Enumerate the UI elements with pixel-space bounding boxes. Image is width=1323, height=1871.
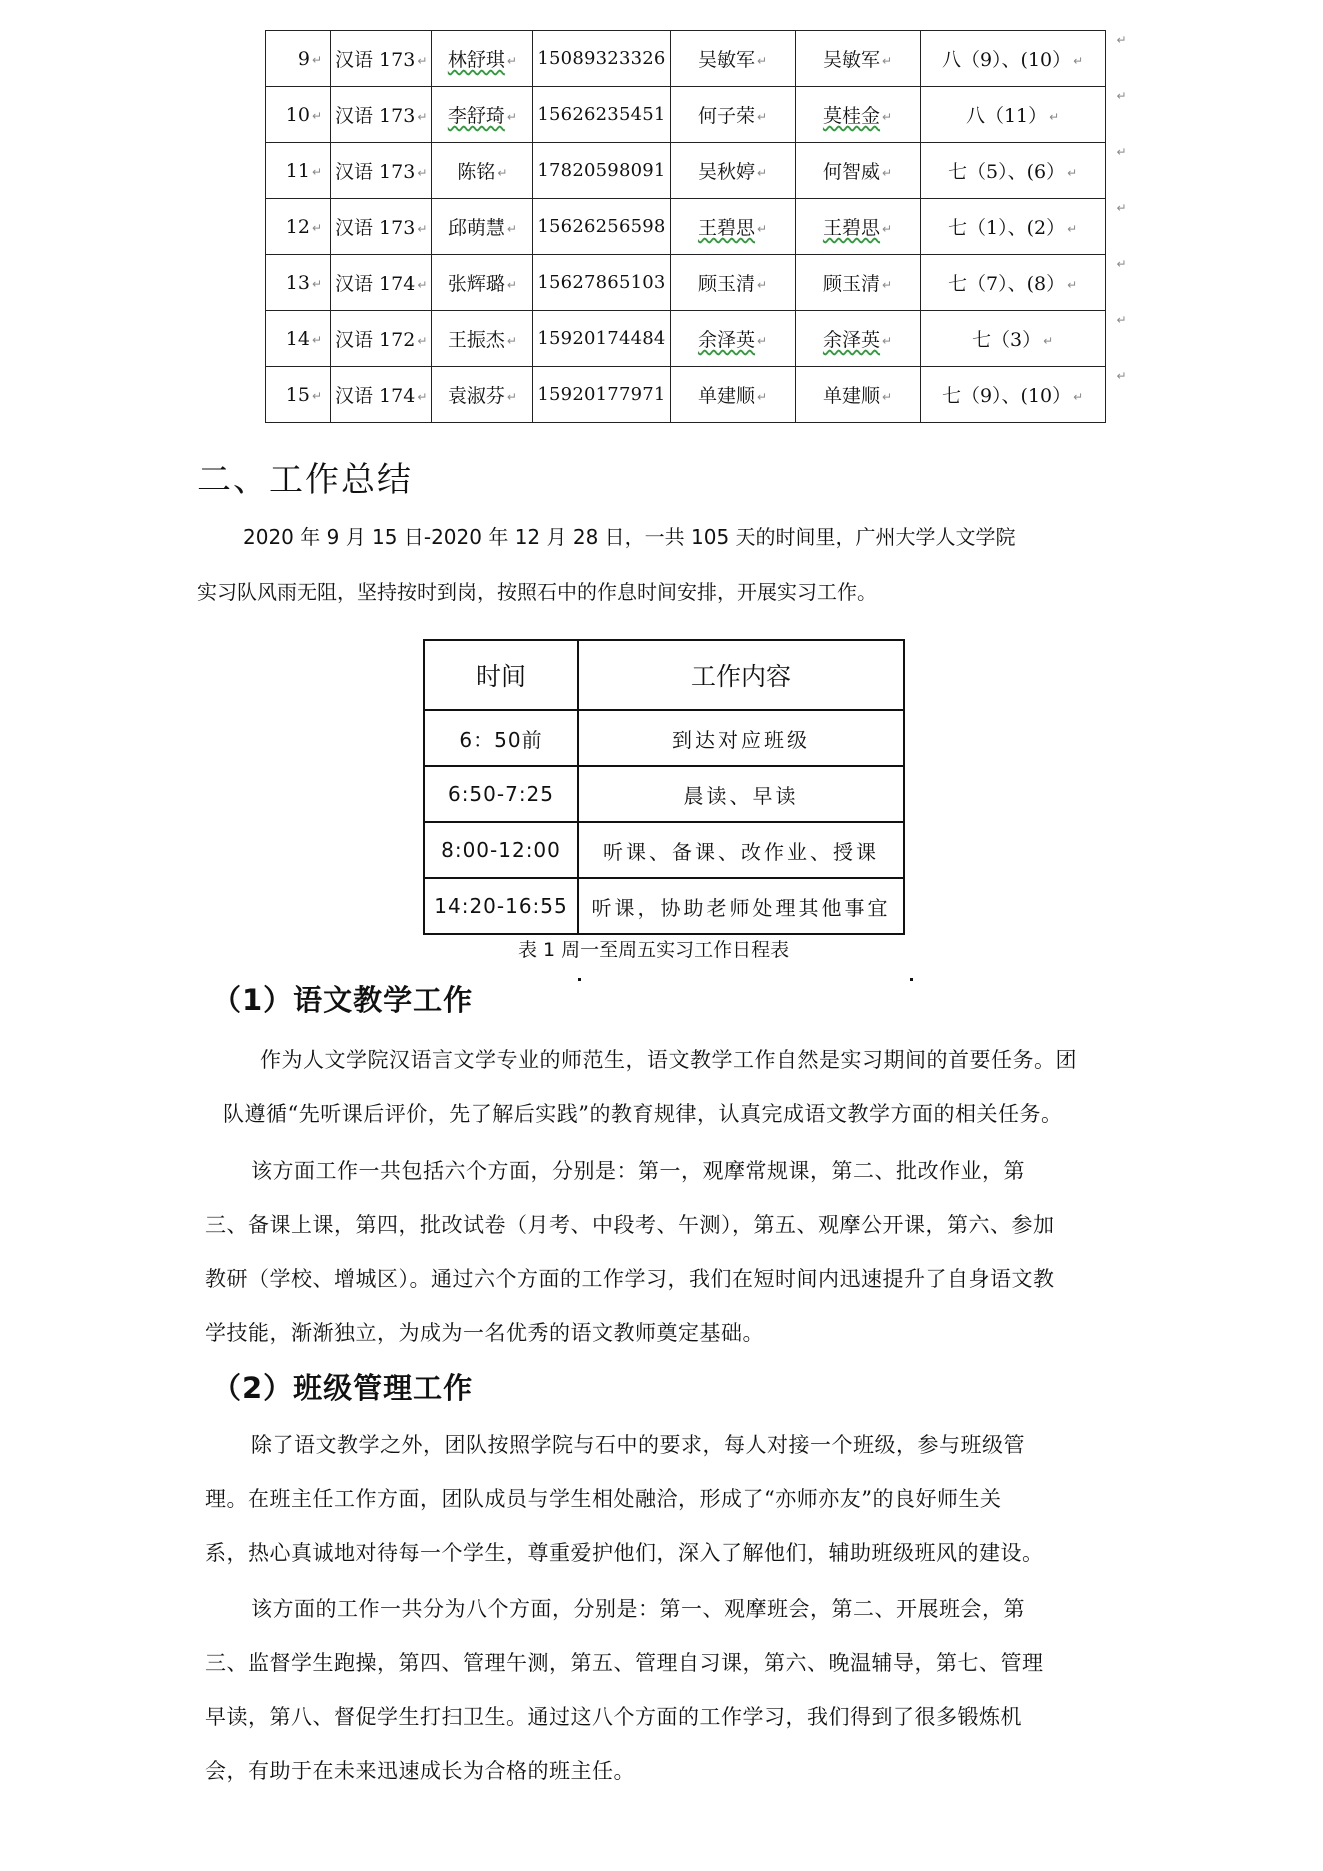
table-row: 9 ↵ 汉语 173 ↵ 林舒琪 ↵ 15089323326 吴敏军 ↵ 吴敏军 ↵ 八（9）、(10） ↵ ↵ [266,31,1106,87]
phone: 15626235451 [533,87,670,143]
grade-class: 七（5）、(6） [947,161,1066,183]
table-row: 14 ↵ 汉语 172 ↵ 王振杰 ↵ 15920174484 余泽英 ↵ 余泽英 ↵ 七（3） ↵ ↵ [266,311,1106,367]
student-name: 王振杰 [447,329,505,351]
stray-dot [910,978,913,981]
grade-class: 八（9）、(10） [941,49,1072,71]
paragraph-line: 该方面工作一共包括六个方面，分别是：第一，观摩常规课，第二、批改作业，第 [251,1159,1025,1183]
phone: 15626256598 [533,199,670,255]
column-header-time: 时间 [424,640,578,710]
class-name: 汉语 173 [335,217,416,239]
teacher-1: 单建顺 [698,385,756,407]
table-row [424,822,904,878]
teacher-1: 吴秋婷 [698,161,756,183]
paragraph-line: 会，有助于在未来迅速成长为合格的班主任。 [205,1759,635,1783]
teacher-2: 莫桂金 [823,105,881,127]
table-row: 15 ↵ 汉语 174 ↵ 袁淑芬 ↵ 15920177971 单建顺 ↵ 单建顺 ↵ 七（9）、(10） ↵ ↵ [266,367,1106,423]
schedule-table [423,639,905,935]
section-title: 二、工作总结 [197,460,413,500]
paragraph-line: 教研（学校、增城区）。通过六个方面的工作学习，我们在短时间内迅速提升了自身语文教 [205,1267,1055,1291]
schedule-content: 到达对应班级 [578,710,904,766]
table-row: 10 ↵ 汉语 173 ↵ 李舒琦 ↵ 15626235451 何子荣 ↵ 莫桂金 ↵ 八（11） ↵ ↵ [266,87,1106,143]
paragraph-line: 该方面的工作一共分为八个方面，分别是：第一、观摩班会，第二、开展班会，第 [251,1597,1025,1621]
row-number: 12 [285,215,310,238]
teacher-2: 余泽英 [823,329,881,351]
student-name: 张辉璐 [447,273,505,295]
student-name: 林舒琪 [447,49,505,71]
schedule-content: 听课、备课、改作业、授课 [578,822,904,878]
intro-line-1: 2020 年 9 月 15 日-2020 年 12 月 28 日，一共 105 天的时间里，广州大学人文学院 [243,525,1016,549]
table-row: 13 ↵ 汉语 174 ↵ 张辉璐 ↵ 15627865103 顾玉清 ↵ 顾玉清 ↵ 七（7）、(8） ↵ ↵ [266,255,1106,311]
column-header-content: 工作内容 [578,640,904,710]
class-name: 汉语 173 [335,105,416,127]
grade-class: 七（3） [971,329,1042,351]
phone: 15627865103 [533,255,670,311]
student-name: 邱萌慧 [447,217,505,239]
schedule-content: 晨读、早读 [578,766,904,822]
phone: 15920174484 [533,311,670,367]
class-name: 汉语 173 [335,49,416,71]
subsection-heading-class-management: （2）班级管理工作 [212,1371,474,1405]
schedule-time: 8:00-12:00 [424,822,578,878]
paragraph-line: 理。在班主任工作方面，团队成员与学生相处融洽，形成了“亦师亦友”的良好师生关 [205,1487,1002,1511]
phone: 15089323326 [533,31,670,87]
row-number: 10 [285,103,310,126]
row-number: 15 [285,383,310,406]
teacher-2: 何智威 [823,161,881,183]
grade-class: 七（1）、(2） [947,217,1066,239]
table-row [424,878,904,934]
student-name: 袁淑芬 [447,385,505,407]
table-row: 11 ↵ 汉语 173 ↵ 陈铭 ↵ 17820598091 吴秋婷 ↵ 何智威 ↵ 七（5）、(6） ↵ ↵ [266,143,1106,199]
teacher-1: 王碧思 [698,217,756,239]
table-row [424,766,904,822]
paragraph-line: 除了语文教学之外，团队按照学院与石中的要求，每人对接一个班级，参与班级管 [251,1433,1025,1457]
phone: 17820598091 [533,143,670,199]
table-row: 12 ↵ 汉语 173 ↵ 邱萌慧 ↵ 15626256598 王碧思 ↵ 王碧思 ↵ 七（1）、(2） ↵ ↵ [266,199,1106,255]
teacher-2: 王碧思 [823,217,881,239]
intro-line-2: 实习队风雨无阻，坚持按时到岗，按照石中的作息时间安排，开展实习工作。 [197,580,877,604]
schedule-time: 14:20-16:55 [424,878,578,934]
schedule-time: 6:50-7:25 [424,766,578,822]
grade-class: 七（9）、(10） [941,385,1072,407]
teacher-1: 何子荣 [698,105,756,127]
class-name: 汉语 174 [335,273,416,295]
stray-dot [578,978,581,981]
row-number: 9 [297,47,310,70]
student-name: 陈铭 [457,161,496,183]
class-name: 汉语 172 [335,329,416,351]
phone: 15920177971 [533,367,670,423]
teacher-2: 单建顺 [823,385,881,407]
roster-table [265,30,1127,423]
paragraph-line: 系，热心真诚地对待每一个学生，尊重爱护他们，深入了解他们，辅助班级班风的建设。 [205,1541,1044,1565]
teacher-1: 余泽英 [698,329,756,351]
class-name: 汉语 173 [335,161,416,183]
class-name: 汉语 174 [335,385,416,407]
teacher-1: 吴敏军 [698,49,756,71]
paragraph-line: 早读，第八、督促学生打扫卫生。通过这八个方面的工作学习，我们得到了很多锻炼机 [205,1705,1022,1729]
teacher-1: 顾玉清 [698,273,756,295]
row-number: 11 [285,159,310,182]
grade-class: 八（11） [965,105,1048,127]
teacher-2: 吴敏军 [823,49,881,71]
student-name: 李舒琦 [447,105,505,127]
schedule-content: 听课，协助老师处理其他事宜 [578,878,904,934]
paragraph-line: 三、备课上课，第四，批改试卷（月考、中段考、午测），第五、观摩公开课，第六、参加 [205,1213,1055,1237]
table-row [424,710,904,766]
grade-class: 七（7）、(8） [947,273,1066,295]
paragraph-line: 三、监督学生跑操，第四、管理午测，第五、管理自习课，第六、晚温辅导，第七、管理 [205,1651,1044,1675]
table-caption: 表 1 周一至周五实习工作日程表 [518,939,790,961]
row-number: 14 [285,327,310,350]
teacher-2: 顾玉清 [823,273,881,295]
subsection-heading-teaching: （1）语文教学工作 [212,983,474,1017]
paragraph-line: 队遵循“先听课后评价，先了解后实践”的教育规律，认真完成语文教学方面的相关任务。 [223,1102,1063,1126]
paragraph-line: 作为人文学院汉语言文学专业的师范生，语文教学工作自然是实习期间的首要任务。团 [260,1048,1077,1072]
paragraph-line: 学技能，渐渐独立，为成为一名优秀的语文教师奠定基础。 [205,1321,764,1345]
schedule-time: 6：50前 [424,710,578,766]
table-header-row [424,640,904,710]
row-number: 13 [285,271,310,294]
